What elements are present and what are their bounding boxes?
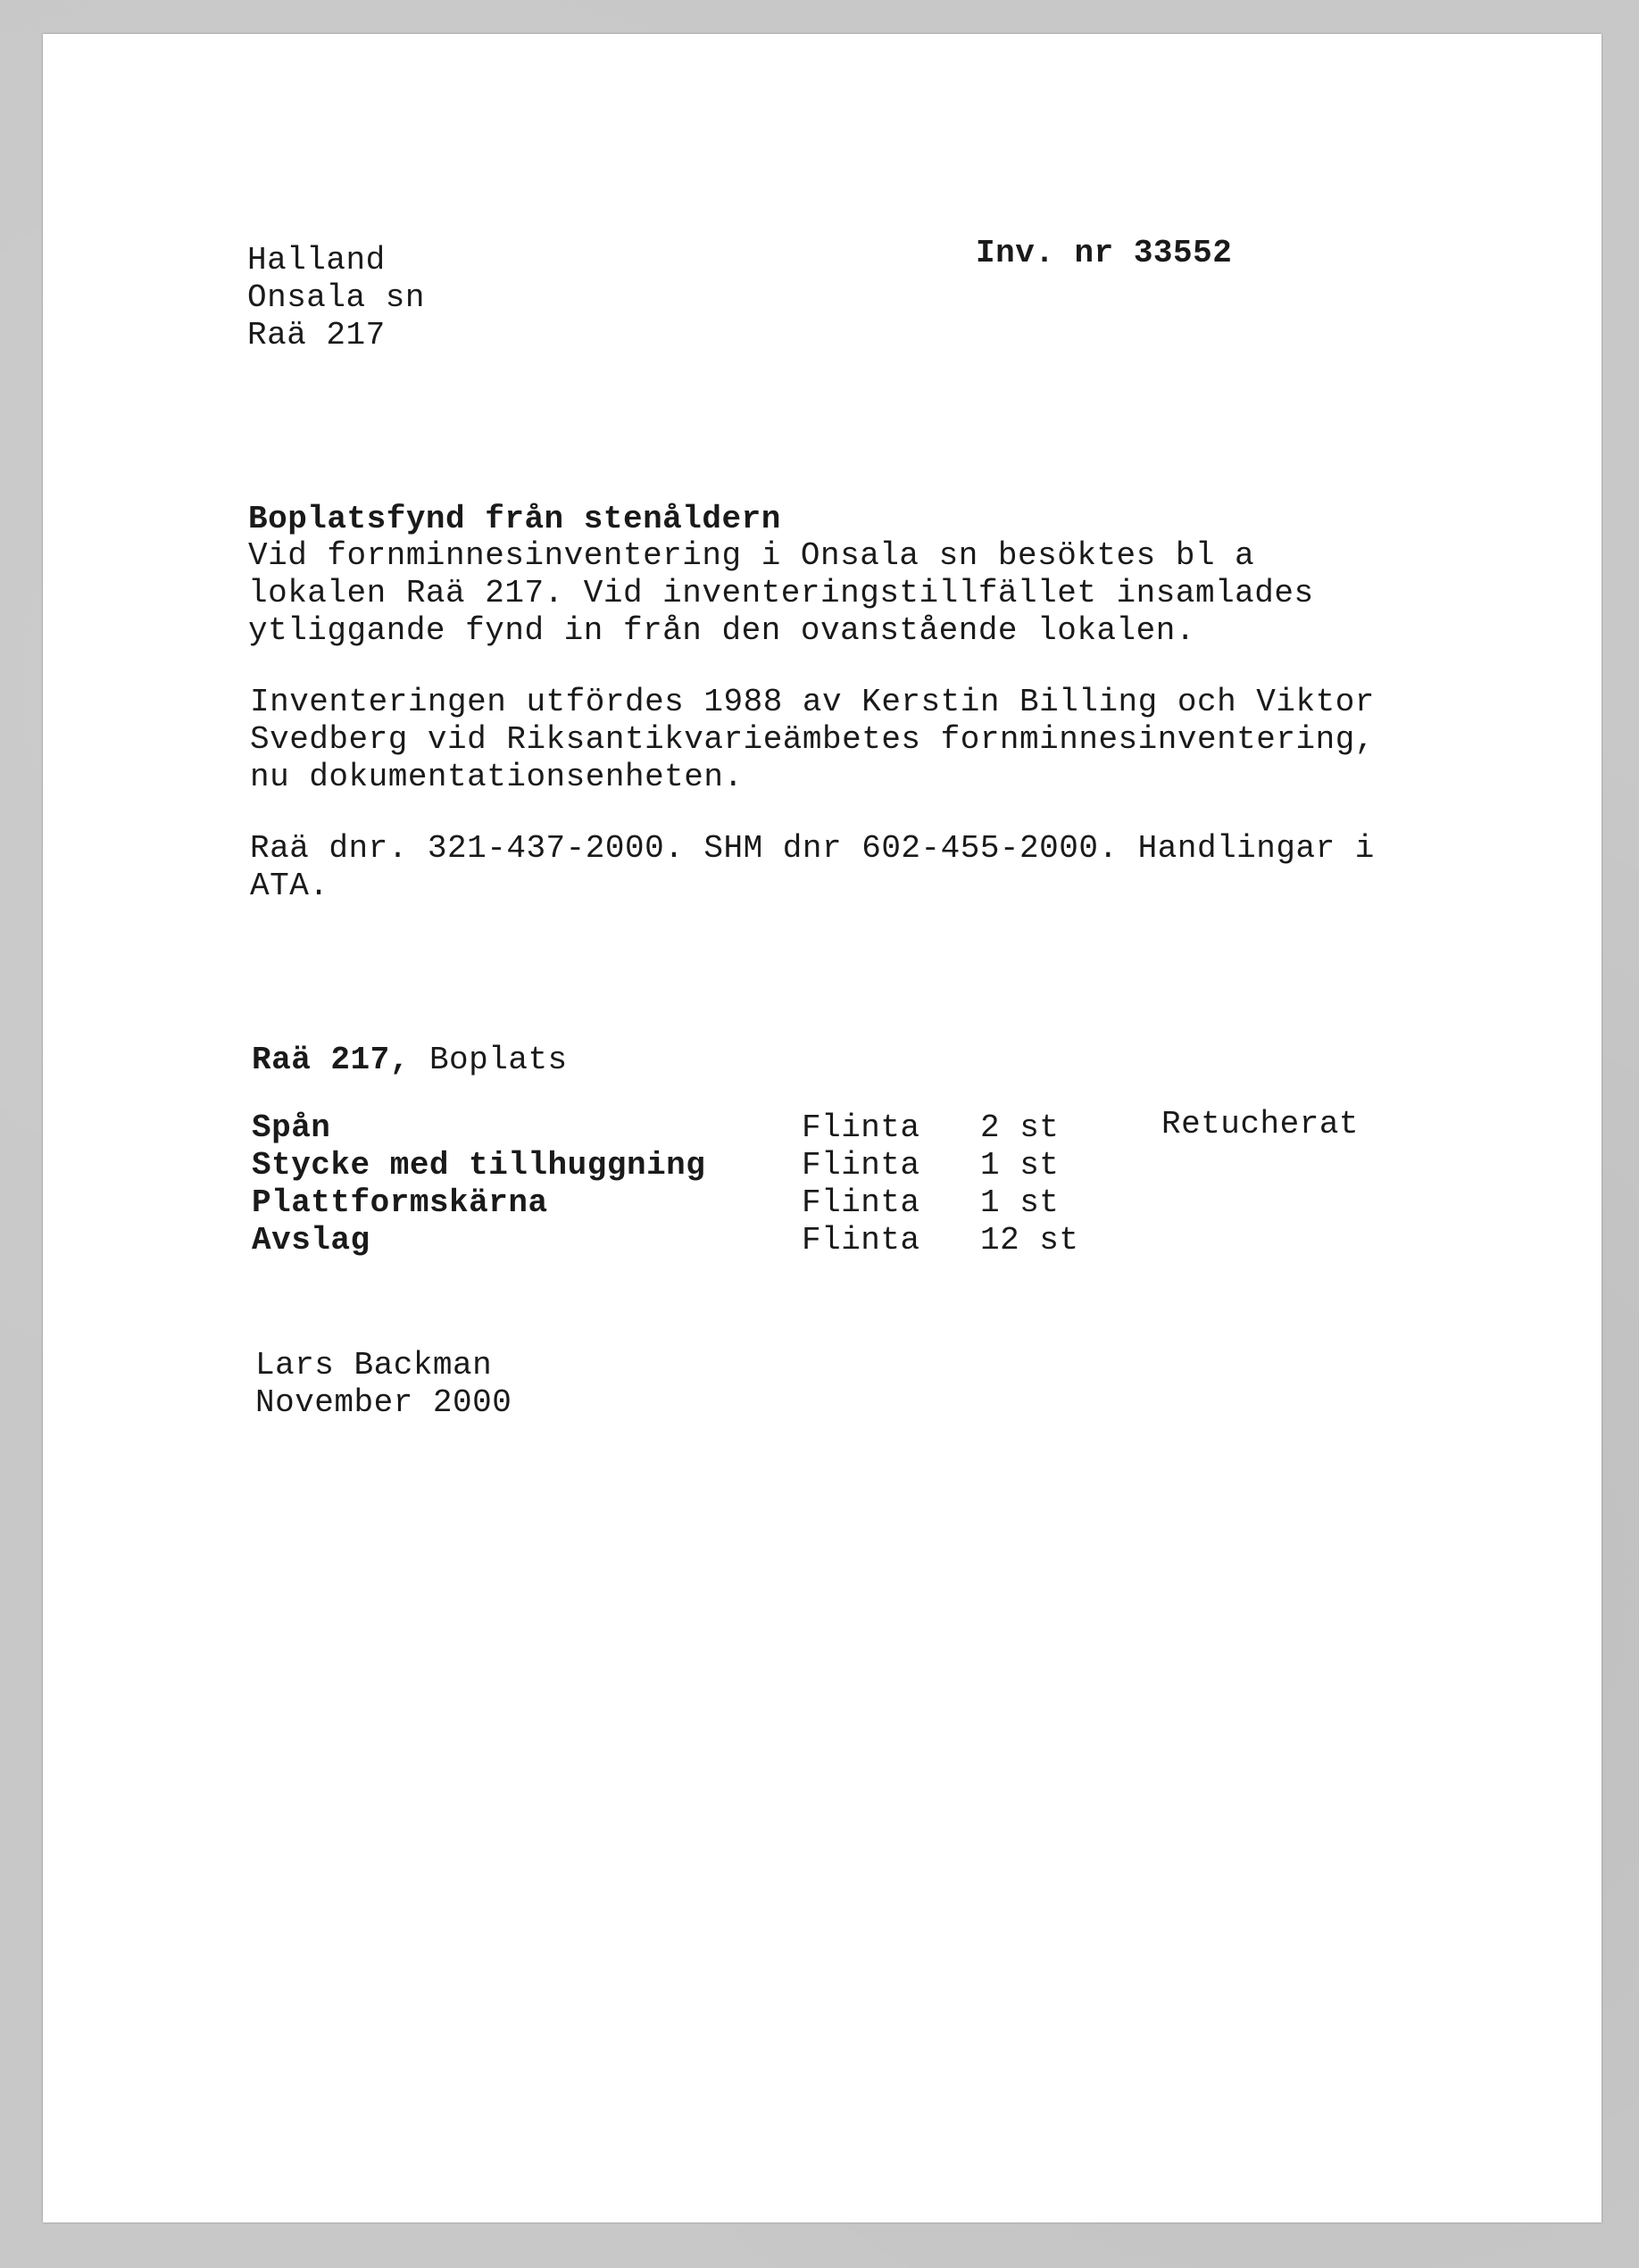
table-row (43, 1222, 1471, 1259)
find-material: Flinta (802, 1222, 920, 1259)
paragraph-1-line-2: lokalen Raä 217. Vid inventeringstillfället insamlades (248, 575, 1314, 611)
find-name: Plattformskärna (252, 1184, 548, 1221)
inventory-number: Inv. nr 33552 (976, 235, 1233, 271)
paragraph-1-line-3: ytliggande fynd in från den ovanstående lokalen. (248, 612, 1195, 649)
table-row (43, 1106, 1471, 1147)
table-row (43, 1184, 1471, 1222)
location-site: Raä 217 (247, 317, 386, 353)
table-row (43, 1147, 1471, 1184)
paragraph-2-line-2: Svedberg vid Riksantikvarieämbetes fornminnesinventering, (250, 721, 1375, 758)
find-quantity: 1 st (980, 1147, 1060, 1184)
signature-name: Lars Backman (255, 1347, 493, 1383)
find-material: Flinta (802, 1184, 920, 1221)
find-name: Avslag (252, 1222, 370, 1259)
find-material: Flinta (802, 1147, 920, 1184)
find-material: Flinta (802, 1109, 920, 1146)
find-quantity: 2 st (980, 1109, 1060, 1146)
paragraph-1-line-1: Vid fornminnesinventering i Onsala sn besöktes bl a (248, 537, 1255, 574)
site-id: Raä 217, (252, 1042, 410, 1078)
paragraph-3-line-1: Raä dnr. 321-437-2000. SHM dnr 602-455-2000. Handlingar i (250, 830, 1375, 867)
document-title: Boplatsfynd från stenåldern (248, 501, 781, 537)
finds-table (43, 1106, 1560, 1288)
document-page (43, 34, 1602, 2222)
signature-date: November 2000 (255, 1384, 512, 1421)
site-type: Boplats (428, 1042, 568, 1078)
location-parish: Onsala sn (247, 279, 425, 316)
site-heading (252, 1041, 568, 1080)
location-county: Halland (247, 242, 386, 278)
find-quantity: 12 st (980, 1222, 1079, 1259)
paragraph-3-line-2: ATA. (250, 868, 329, 904)
find-quantity: 1 st (980, 1184, 1060, 1221)
paragraph-2-line-3: nu dokumentationsenheten. (250, 759, 744, 795)
find-note: Retucherat (1161, 1106, 1360, 1142)
find-name: Spån (252, 1109, 331, 1146)
find-name: Stycke med tillhuggning (252, 1147, 706, 1184)
paragraph-2-line-1: Inventeringen utfördes 1988 av Kerstin Billing och Viktor (250, 684, 1375, 720)
